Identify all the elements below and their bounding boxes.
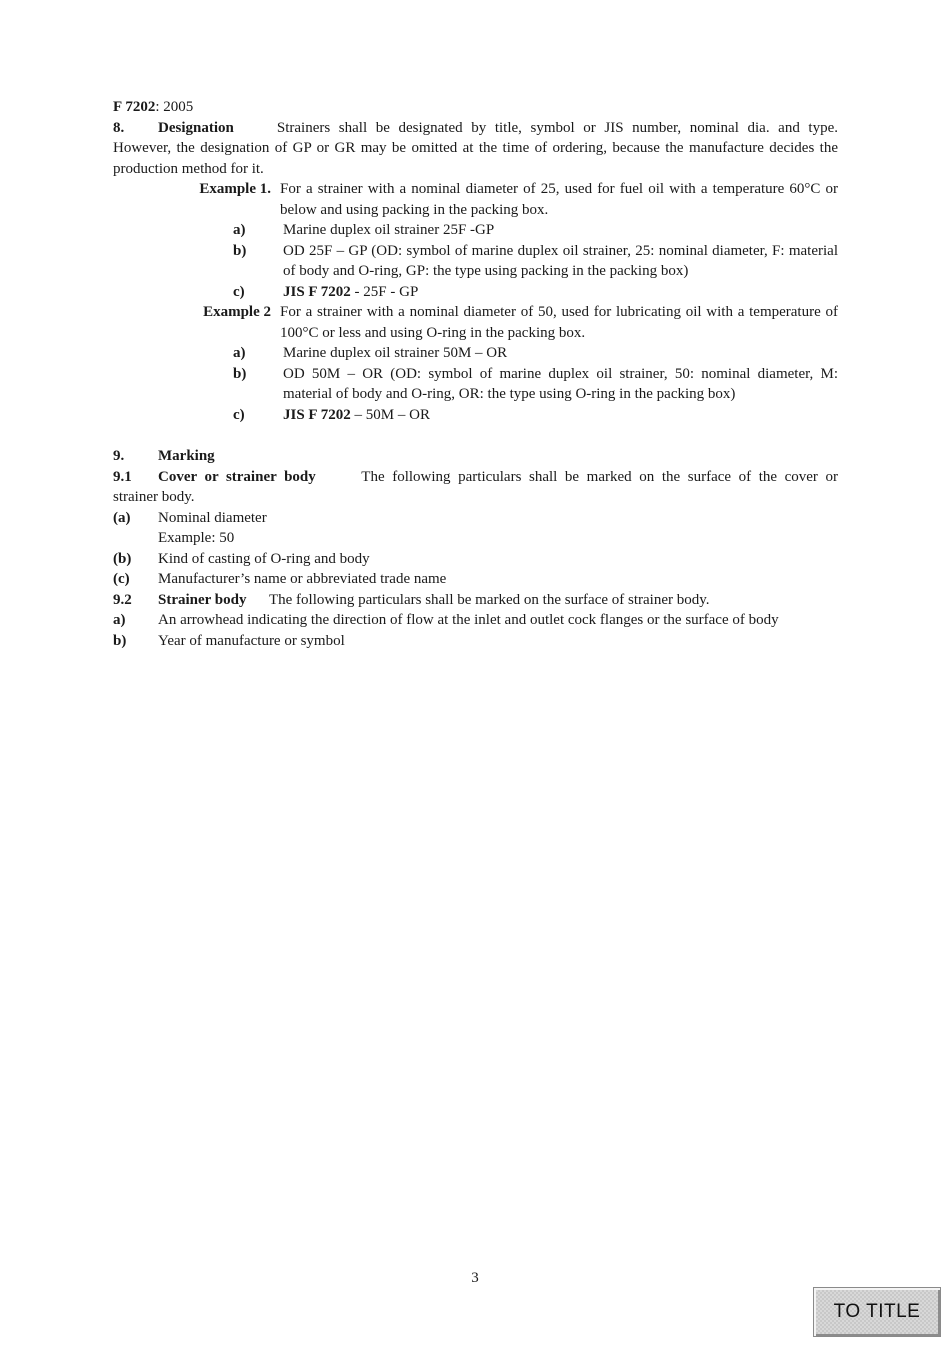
example-1-item-a	[113, 220, 838, 241]
strainer-body-item-b	[113, 631, 838, 652]
section-title: Marking	[158, 448, 215, 464]
marking-item-a	[113, 508, 838, 549]
standard-number: F 7202	[113, 99, 156, 115]
to-title-button[interactable]	[813, 1287, 941, 1337]
to-title-label: TO TITLE	[833, 1300, 921, 1322]
section-number: 9.	[113, 448, 125, 464]
jis-reference: JIS F 7202	[283, 406, 351, 423]
section-8-paragraph: However, the designation of GP or GR may be omitted at the time of ordering, because the manufacture decides the production method for it.	[113, 140, 838, 177]
item-text	[283, 282, 838, 303]
section-number: 8.	[113, 119, 125, 136]
item-text: Manufacturer’s name or abbreviated trade name	[158, 571, 447, 587]
item-text: OD 50M – OR (OD: symbol of marine duplex oil strainer, 50: nominal diameter, M: material of body and O-ring, OR: the type using O-ring in the packing box)	[283, 365, 838, 402]
example-label: Example 1.	[199, 181, 271, 197]
subsection-paragraph-start: The following particulars shall be marked on the surface of the cover or	[361, 468, 839, 485]
jis-reference: JIS F 7202	[283, 283, 351, 300]
subsection-paragraph: The following particulars shall be marked on the surface of strainer body.	[268, 591, 710, 608]
marking-item-c	[113, 569, 838, 590]
item-text: Marine duplex oil strainer 25F -GP	[283, 222, 495, 238]
item-primary-text: Nominal diameter	[158, 509, 267, 526]
subsection-9-2-heading-line	[113, 590, 838, 611]
example-text: For a strainer with a nominal diameter of 25, used for fuel oil with a temperature 60°C or below and using packing in the packing box.	[280, 181, 838, 218]
item-example-text: Example: 50	[158, 530, 235, 546]
item-text	[283, 405, 838, 426]
example-2-item-b	[113, 364, 838, 405]
example-1-item-b	[113, 241, 838, 282]
section-9-heading	[113, 446, 838, 467]
example-2-item-c	[113, 405, 838, 426]
item-text: Marine duplex oil strainer 50M – OR	[283, 345, 508, 361]
example-text: For a strainer with a nominal diameter of 50, used for lubricating oil with a temperature of 100°C or less and using O-ring in the packing box.	[280, 304, 838, 341]
item-label: a)	[233, 345, 246, 361]
subsection-title: Strainer body	[158, 591, 247, 608]
designation-code: - 25F - GP	[350, 283, 419, 300]
strainer-body-item-a	[113, 610, 838, 631]
item-label: b)	[233, 242, 247, 259]
item-text: Year of manufacture or symbol	[158, 632, 345, 649]
example-label: Example 2	[203, 304, 271, 320]
section-title: Designation	[158, 119, 234, 136]
item-label: a)	[113, 612, 126, 628]
subsection-number: 9.1	[113, 468, 132, 485]
page-number: 3	[471, 1270, 479, 1286]
item-label: a)	[233, 222, 246, 238]
example-1-item-c	[113, 282, 838, 303]
document-body	[113, 97, 838, 651]
subsection-title: Cover or strainer body	[158, 468, 316, 485]
item-label: (c)	[113, 571, 130, 587]
section-8-heading-line	[113, 118, 838, 139]
subsection-9-1-heading-line	[113, 467, 838, 488]
spacer	[113, 425, 838, 446]
item-label: c)	[233, 283, 245, 300]
item-label: b)	[113, 632, 127, 649]
subsection-9-1-paragraph: strainer body.	[113, 489, 195, 505]
section-paragraph-start: Strainers shall be designated by title, symbol or JIS number, nominal dia. and type.	[276, 119, 839, 136]
example-1	[113, 179, 838, 220]
subsection-number: 9.2	[113, 591, 132, 608]
document-header	[113, 97, 838, 118]
item-label: c)	[233, 406, 245, 423]
designation-code: – 50M – OR	[350, 406, 430, 423]
item-label: (b)	[113, 550, 132, 567]
item-text: An arrowhead indicating the direction of flow at the inlet and outlet cock flanges or the surface of body	[158, 612, 779, 628]
marking-item-b	[113, 549, 838, 570]
item-label: (a)	[113, 509, 131, 526]
item-text	[158, 508, 838, 549]
item-text: Kind of casting of O-ring and body	[158, 550, 370, 567]
standard-year: : 2005	[155, 99, 194, 115]
example-2	[113, 302, 838, 343]
example-2-item-a	[113, 343, 838, 364]
item-label: b)	[233, 365, 247, 382]
item-text: OD 25F – GP (OD: symbol of marine duplex oil strainer, 25: nominal diameter, F: material of body and O-ring, GP: the type using packing in the packing box)	[283, 242, 838, 279]
